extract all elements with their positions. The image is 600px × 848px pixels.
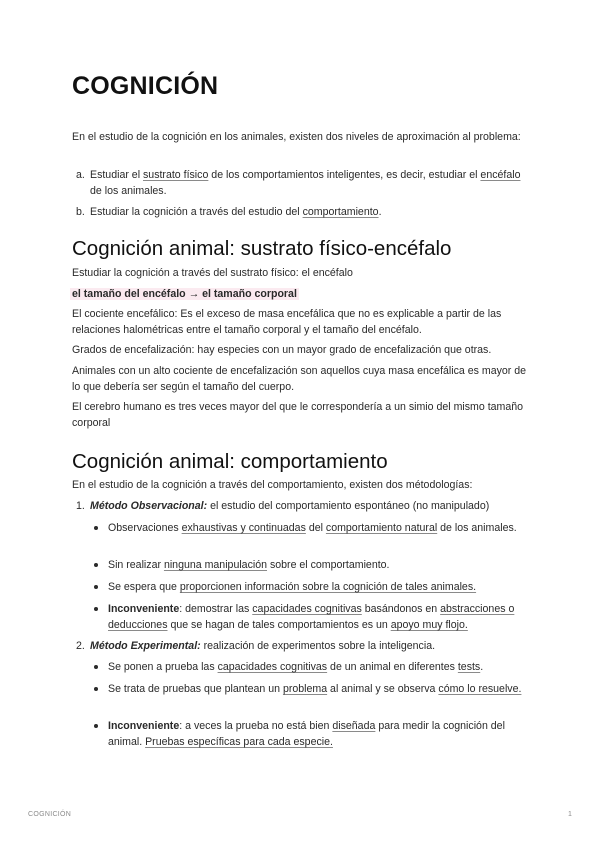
- bullet-item: [72, 520, 532, 536]
- bold-label: Inconveniente: [108, 603, 180, 615]
- underlined-text: proporcionen información sobre la cognición de tales animales.: [179, 581, 477, 593]
- bullet-item: [72, 681, 532, 697]
- method-title: Método Observacional:: [90, 500, 208, 512]
- bold-label: Inconveniente: [108, 720, 180, 732]
- footer-title: COGNICIÓN: [28, 811, 72, 818]
- item-text: el estudio del comportamiento espontáneo (no manipulado): [207, 500, 490, 512]
- item-text: basándonos en: [361, 603, 441, 615]
- bullet-item: [72, 557, 532, 573]
- underlined-text: encéfalo: [480, 169, 521, 181]
- list-item: [72, 204, 532, 220]
- item-text: que se hagan de tales comportamientos es un: [167, 619, 391, 631]
- bullet-icon: [94, 665, 98, 669]
- item-text: realización de experimentos sobre la inteligencia.: [200, 640, 436, 652]
- item-text: Se ponen a prueba las: [108, 661, 218, 673]
- underlined-text: capacidades cognitivas: [217, 661, 328, 673]
- underlined-text: comportamiento: [302, 206, 379, 218]
- method-observacional: [72, 498, 532, 514]
- underlined-text: sustrato físico: [143, 169, 209, 181]
- paragraph: Estudiar la cognición a través del sustrato físico: el encéfalo: [72, 267, 353, 279]
- underlined-text: apoyo muy flojo.: [390, 619, 468, 631]
- list-marker: 2.: [76, 640, 85, 652]
- item-text: Se trata de pruebas que plantean un: [108, 683, 283, 695]
- item-text: sobre el comportamiento.: [267, 559, 390, 571]
- underlined-text: cómo lo resuelve.: [438, 683, 522, 695]
- item-text: para medir la cognición del animal.: [108, 720, 505, 748]
- section-heading: Cognición animal: comportamiento: [72, 450, 388, 473]
- item-text: al animal y se observa: [327, 683, 439, 695]
- underlined-text: tests: [457, 661, 481, 673]
- item-text: Sin realizar: [108, 559, 164, 571]
- underlined-text: exhaustivas y continuadas: [181, 522, 306, 534]
- highlighted-text: el tamaño del encéfalo → el tamaño corporal: [72, 288, 297, 300]
- highlight-line: [72, 286, 532, 302]
- item-text: .: [480, 661, 484, 673]
- item-text: Estudiar la cognición a través del estudio del: [90, 206, 303, 218]
- list-item: [72, 498, 532, 514]
- item-text: Estudiar el: [90, 169, 143, 181]
- bullet-icon: [94, 526, 98, 530]
- item-text: del: [305, 522, 326, 534]
- item-text: de un animal en diferentes: [327, 661, 458, 673]
- bullet-item: [72, 659, 532, 675]
- underlined-text: capacidades cognitivas: [252, 603, 362, 615]
- item-text: de los animales.: [437, 522, 517, 534]
- paragraph: En el estudio de la cognición a través del comportamiento, existen dos métodologías:: [72, 479, 473, 491]
- underlined-text: problema: [282, 683, 328, 695]
- paragraph: Grados de encefalización: hay especies con un mayor grado de encefalización que otras.: [72, 344, 492, 356]
- intro-list: [72, 167, 532, 220]
- list-marker: b.: [76, 206, 85, 218]
- paragraph: El cerebro humano es tres veces mayor del que le correspondería a un simio del mismo tamaño corporal: [72, 401, 524, 429]
- item-text: .: [378, 206, 382, 218]
- bullet-item: [72, 601, 532, 633]
- item-text: : demostrar las: [179, 603, 253, 615]
- underlined-text: ninguna manipulación: [163, 559, 268, 571]
- section-heading: Cognición animal: sustrato físico-encéfalo: [72, 237, 452, 260]
- method-experimental: [72, 638, 532, 654]
- bullet-item: [72, 718, 532, 750]
- bullet-icon: [94, 687, 98, 691]
- intro-paragraph: En el estudio de la cognición en los animales, existen dos niveles de aproximación al problema:: [72, 131, 521, 143]
- list-marker: 1.: [76, 500, 85, 512]
- underlined-text: comportamiento natural: [325, 522, 438, 534]
- underlined-text: Pruebas específicas para cada especie.: [145, 736, 333, 748]
- method-title: Método Experimental:: [90, 640, 201, 652]
- underlined-text: diseñada: [332, 720, 376, 732]
- item-text: de los comportamientos inteligentes, es decir, estudiar el: [208, 169, 481, 181]
- item-text: Observaciones: [108, 522, 182, 534]
- item-text: de los animales.: [90, 185, 167, 197]
- underlined-text: abstracciones o deducciones: [108, 603, 515, 631]
- list-marker: a.: [76, 169, 85, 181]
- page-title: COGNICIÓN: [72, 72, 219, 100]
- item-text: : a veces la prueba no está bien: [179, 720, 333, 732]
- bullet-icon: [94, 585, 98, 589]
- paragraph: Animales con un alto cociente de encefalización son aquellos cuya masa encefálica es mayor de lo que debería ser según el tamaño del cuerpo.: [72, 365, 527, 393]
- paragraph: El cociente encefálico: Es el exceso de masa encefálica que no es explicable a partir de las relaciones halométricas entre el tamaño corporal y el tamaño del encéfalo.: [72, 308, 502, 336]
- bullet-icon: [94, 607, 98, 611]
- bullet-icon: [94, 724, 98, 728]
- list-item: [72, 167, 532, 199]
- list-item: [72, 638, 532, 654]
- bullet-icon: [94, 563, 98, 567]
- item-text: Se espera que: [108, 581, 180, 593]
- bullet-item: [72, 579, 532, 595]
- page-number: 1: [568, 811, 573, 818]
